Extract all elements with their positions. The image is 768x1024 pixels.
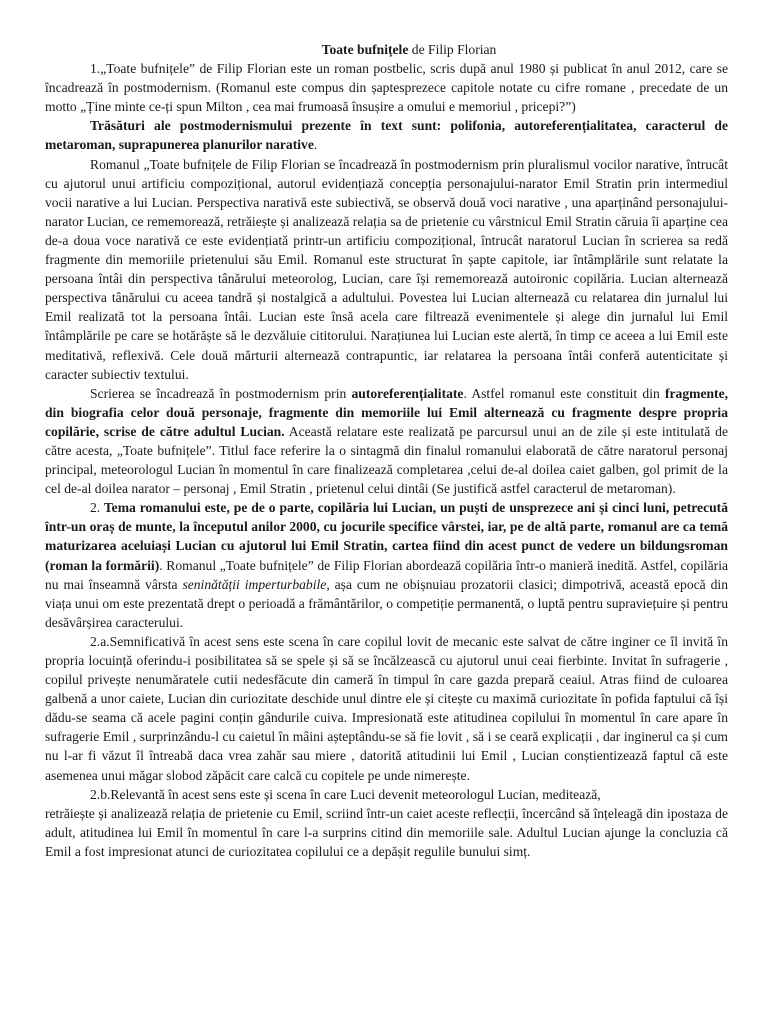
paragraph-scene-b-first-line: 2.b.Relevantă în acest sens este și scena în care Luci devenit meteorologul Lucian, meditează, <box>90 786 601 802</box>
features-bold: Trăsături ale postmodernismului prezente în text sunt: polifonia, autoreferențialitatea, caracterul de metaroman, suprapunerea planurilor narative <box>45 118 728 153</box>
autoref-text-d: Această relatare este realizată pe parcursul unui an de zile și este intitulată de către acesta, „Toate bufnițele”. Titlul face referire la o sintagmă din finalul romanului elaborată de către naratorul personaj principal, meteorologul Lucian în momentul în care finalizează completarea ,celui de-al doilea caiet galben, gol primit de la cel de-al doilea narator – personaj , Emil Stratin , prietenul celui dintâi (Se justifică astfel caracterul de metaroman). <box>45 423 728 497</box>
autoref-bold-1: autoreferențialitate <box>351 385 464 401</box>
paragraph-polyphony: Romanul „Toate bufnițele de Filip Florian se încadrează în postmodernism prin pluralismul vocilor narative, întrucât cu ajutorul unui artificiu compozițional, autorul evidențiază concepția personajului-narator Emil Stratin prin intermediul vocii narative a lui Lucian. Perspectiva narativă este subiectivă, se observă două voci narative , una aparținând personajului-narator Lucian, ce rememorează, retrăiește și analizează relația sa de prietenie cu vârstnicul Emil Stratin căruia îi aparține cea de-a doua voce narativă ce este evidențiată printr-un artificiu compozițional, întrucât naratorul Lucian în scrierea sa redă fragmente din memoriile prietenului său Emil. Romanul este structurat în șapte capitole, iar întâmplările sunt relatate la persoana întâi din perspectiva tânărului meteorolog, Lucian, care își rememorează autoironic copilăria. Lucian alternează perspectiva tânărului cu aceea tandră și nostalgică a adultului. Povestea lui Lucian alternează cu relatarea din jurnalul lui Emil realizată tot la persoana întâi. Lucian este însă acela care filtrează evenimentele și alege din jurnalul lui Emil întâmplările pe care se hotărăște să le dezvăluie cititorului. Narațiunea lui Lucian este alertă, în timp ce aceea a lui Emil este meditativă, reflexivă. Cele două mărturii alternează contrapuntic, iar relatarea la persoana întâi conferă autenticitate și caracter subiectiv textului. <box>45 156 728 382</box>
theme-text-c: . Romanul „Toate bufnițele” de Filip Florian abordează copilăria într-o manieră inedită. Astfel, copilăria nu mai înseamnă vârsta <box>45 557 729 592</box>
features-end: . <box>313 137 318 153</box>
paragraph-scene-a: 2.a.Semnificativă în acest sens este scena în care copilul lovit de mecanic este salvat de către inginer ce îl invită în propria locuință oferindu-i posibilitatea să se spele și să se încălzească cu ajutorul unui ceai fierbinte. Invitat în sufragerie , copilul privește nenumăratele cutii nedesfăcute din cameră în timpul în care gazda prepară ceaiul. Atras fiind de culoarea galbenă a unor caiete, Lucian din curiozitate deschide unul dintre ele și citește cu maximă curiozitate în pofida faptului că își dădu-se seama că acele pagini conțin gândurile cuiva. Impresionată este atitudinea copilului în momentul în care apare în sufragerie Emil , surprinzându-l cu caietul în mâini așteptându-se să fie lovit , să i se ceară explicații , dar inginerul ca și cum nu l-ar fi văzut îl întreabă daca vrea zahăr sau miere , datorită atitudinii lui Emil , Lucian conștientizează faptul că este asemenea unui măgar slobod zăpăcit care calcă cu copitele pe unde nimerește. <box>45 633 728 783</box>
theme-bold: Tema romanului este, pe de o parte, copilăria lui Lucian, un puști de unsprezece ani și cinci luni, petrecută într-un oraș de munte, la începutul anilor 2000, cu jocurile specifice vârstei, iar, pe de altă parte, romanul are ca temă maturizarea aceluiași Lucian cu ajutorul lui Emil Stratin, cartea fiind din acest punct de vedere un bildungsroman (roman la formării) <box>45 500 728 573</box>
autoref-text-c: . Astfel romanul este constituit din <box>463 385 665 401</box>
paragraph-autoreferentiality <box>45 384 728 499</box>
paragraph-theme <box>45 498 728 632</box>
paragraph-scene-b: retrăiește și analizează relația de prietenie cu Emil, scriind într-un caiet aceste reflecții, încercând să înțeleagă din ipostaza de adult, atitudinea lui Emil în momentul în care l-a surprins citind din memoriile sale. Adultul Lucian ajunge la concluzia că Emil a fost impresionat atunci de curiozitatea copilului ce a depășit regulile bunului simț. <box>45 805 728 859</box>
theme-text-d: , așa cum ne obișnuiau prozatorii clasici; dimpotrivă, această epocă din viața unui om este prezentată drept o perioadă a frământărilor, o competiție permanentă, o luptă pentru supraviețuire și pentru desăvârșirea caracterului. <box>45 576 728 630</box>
document-title <box>45 40 728 59</box>
autoref-text-a: Scrierea se încadrează în postmodernism prin <box>90 385 352 401</box>
title-bold: Toate bufnițele <box>321 42 409 57</box>
paragraph-intro: 1.„Toate bufnițele” de Filip Florian este un roman postbelic, scris după anul 1980 și publicat în anul 2012, care se încadrează în postmodernism. (Romanul este compus din șaptesprezece capitole notate cu cifre romane , precedate de un motto „Ține minte ce-ți spun Milton , cea mai frumoasă însușire a omului e memoriul , pricepi?”) <box>45 61 728 115</box>
theme-number: 2. <box>90 500 101 516</box>
title-author: de Filip Florian <box>408 42 497 57</box>
theme-italic: seninătății imperturbabile <box>182 576 327 592</box>
autoref-bold-2: fragmente, din biografia celor două personaje, fragmente din memoriile lui Emil alternează cu fragmente despre propria copilărie, scrise de către adultul Lucian. <box>45 385 728 439</box>
paragraph-features <box>45 116 728 154</box>
